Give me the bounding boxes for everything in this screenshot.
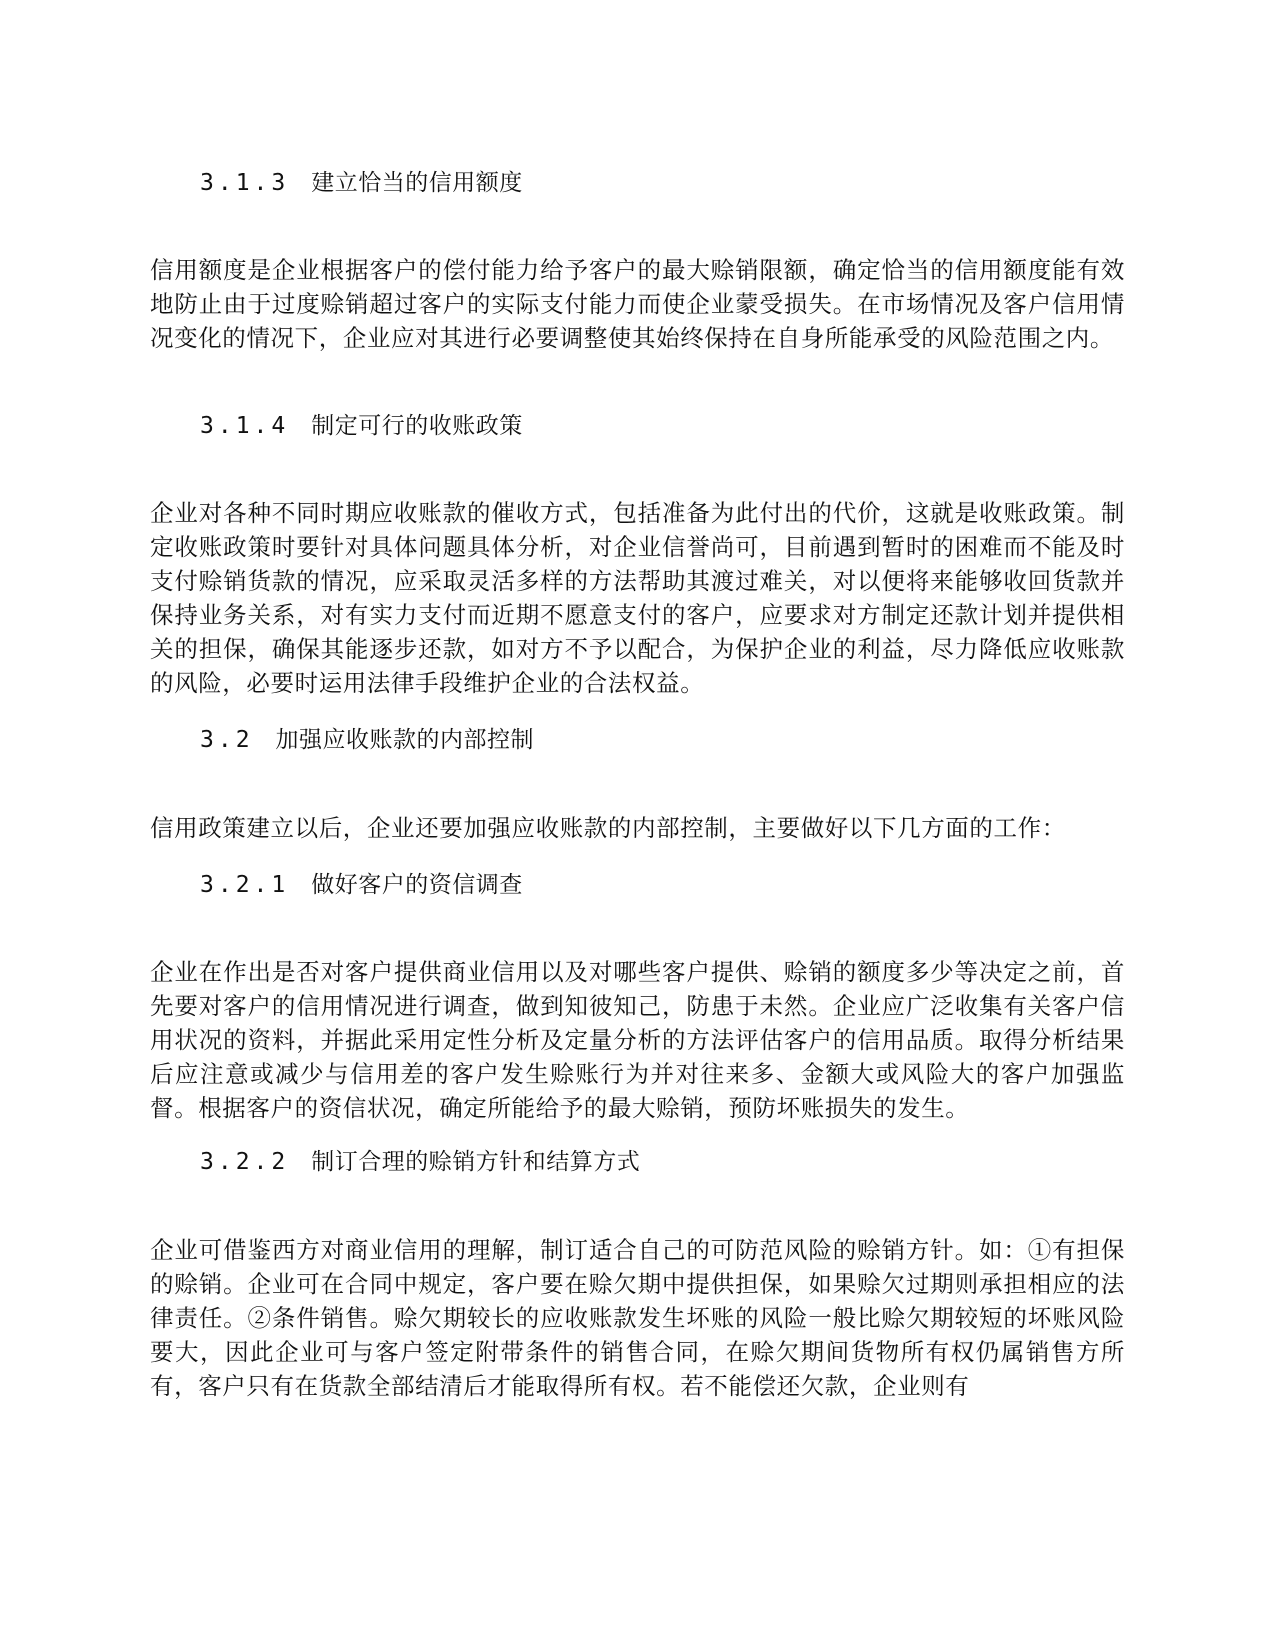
section-heading-3-1-4 — [200, 411, 523, 441]
section-number: 3.1.3 — [200, 170, 290, 196]
section-number: 3.2 — [200, 727, 254, 753]
section-title: 制订合理的赊销方针和结算方式 — [311, 1149, 641, 1175]
section-title: 做好客户的资信调查 — [311, 872, 523, 898]
section-number: 3.2.2 — [200, 1149, 290, 1175]
section-number: 3.1.4 — [200, 413, 290, 439]
paragraph-credit-sales-policy: 企业可借鉴西方对商业信用的理解，制订适合自己的可防范风险的赊销方针。如：①有担保的赊销。企业可在合同中规定，客户要在赊欠期中提供担保，如果赊欠过期则承担相应的法律责任。②条件销售。赊欠期较长的应收账款发生坏账的风险一般比赊欠期较短的坏账风险要大，因此企业可与客户签定附带条件的销售合同，在赊欠期间货物所有权仍属销售方所有，客户只有在货款全部结清后才能取得所有权。若不能偿还欠款，企业则有 — [150, 1236, 1125, 1400]
section-number: 3.2.1 — [200, 872, 290, 898]
paragraph-credit-limit: 信用额度是企业根据客户的偿付能力给予客户的最大赊销限额，确定恰当的信用额度能有效地防止由于过度赊销超过客户的实际支付能力而使企业蒙受损失。在市场情况及客户信用情况变化的情况下，企业应对其进行必要调整使其始终保持在自身所能承受的风险范围之内。 — [150, 256, 1125, 352]
section-heading-3-2-2 — [200, 1147, 640, 1177]
section-heading-3-2 — [200, 725, 534, 755]
paragraph-credit-investigation: 企业在作出是否对客户提供商业信用以及对哪些客户提供、赊销的额度多少等决定之前，首先要对客户的信用情况进行调查，做到知彼知己，防患于未然。企业应广泛收集有关客户信用状况的资料，并据此采用定性分析及定量分析的方法评估客户的信用品质。取得分析结果后应注意或减少与信用差的客户发生赊账行为并对往来多、金额大或风险大的客户加强监督。根据客户的资信状况，确定所能给予的最大赊销，预防坏账损失的发生。 — [150, 958, 1125, 1122]
section-title: 加强应收账款的内部控制 — [275, 727, 535, 753]
paragraph-internal-control: 信用政策建立以后，企业还要加强应收账款的内部控制，主要做好以下几方面的工作： — [150, 814, 1066, 842]
section-heading-3-1-3 — [200, 168, 523, 198]
section-title: 制定可行的收账政策 — [311, 413, 523, 439]
section-title: 建立恰当的信用额度 — [311, 170, 523, 196]
section-heading-3-2-1 — [200, 870, 523, 900]
paragraph-collection-policy: 企业对各种不同时期应收账款的催收方式，包括准备为此付出的代价，这就是收账政策。制定收账政策时要针对具体问题具体分析，对企业信誉尚可，目前遇到暂时的困难而不能及时支付赊销货款的情况，应采取灵活多样的方法帮助其渡过难关，对以便将来能够收回货款并保持业务关系，对有实力支付而近期不愿意支付的客户，应要求对方制定还款计划并提供相关的担保，确保其能逐步还款，如对方不予以配合，为保护企业的利益，尽力降低应收账款的风险，必要时运用法律手段维护企业的合法权益。 — [150, 499, 1125, 697]
